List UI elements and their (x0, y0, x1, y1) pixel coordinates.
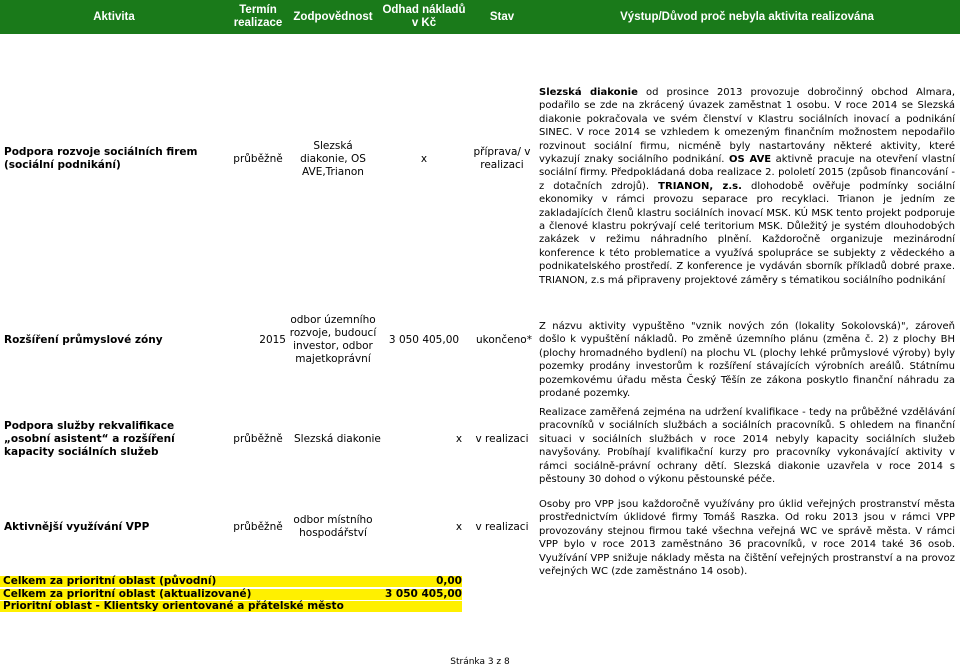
row-naklady: x (455, 432, 463, 445)
bold-text: TRIANON, z.s. (658, 180, 742, 192)
col-vystup: Výstup/Důvod proč nebyla aktivita realizována (620, 10, 874, 23)
row-zodpovednost: Slezská diakonie, OS AVE,Trianon (300, 139, 366, 178)
table-row (0, 284, 960, 400)
table-header (0, 0, 960, 34)
row-stav: v realizaci (475, 520, 529, 533)
row-aktivita: Podpora rozvoje sociálních firem (sociální podnikání) (4, 146, 198, 171)
text-run: aktivně pracuje na otevření vlastní sociální firmy. Předpokládaná doba realizace 2. pololetí 2015 (způsob financování - z dotačních zdrojů). (539, 154, 955, 192)
page-footer: Stránka 3 z 8 (450, 657, 510, 667)
row-termin: průběžně (233, 152, 283, 165)
text-run: od prosince 2013 provozuje dobročinný obchod Almara, podařilo se zde na zkrácený úvazek zaměstnat 1 osobu. V roce 2014 se Slezská diakonie pokračovala ve svém členství v Klastru sociálních inovací a podnikání SINEC. V roce 2014 se vzhledem k omezeným finančním možnostem nepodařilo rozvinout sociální firmu, nicméně byly nastartovány některé aktivity, které vykazují znaky sociálního podnikání. (539, 87, 955, 166)
col-aktivita: Aktivita (93, 10, 135, 23)
row-stav: v realizaci (475, 432, 529, 445)
bold-text: OS AVE (728, 154, 772, 166)
table-row (0, 486, 960, 578)
row-naklady: x (455, 520, 463, 533)
row-vystup (539, 498, 955, 578)
summary-row (0, 576, 462, 587)
text-run: Realizace zaměřená zejména na udržení kvalifikace - tedy na průběžné vzdělávání pracovníků v sociálních službách a sociálních pracovníků. S ohledem na finanční situaci v sociálních službách v roce 2014 nebyly kapacity sociálních služeb navyšovány. Probíhají kvalifikační kurzy pro pracovníky vykonávající aktivity v rámci sociálně-právní ochrany dětí. Slezská diakonie uzavřela v roce 2014 s pěstouny 30 dohod o výkonu pěstounské péče. (539, 407, 955, 486)
summary-row (0, 601, 462, 612)
text-run: Z názvu aktivity vypuštěno "vznik nových zón (lokality Sokolovská)", zároveň došlo k vypuštění nákladů. Po změně územního plánu (změna č. 2) z plochy BH (plochy hromadného bydlení) na plochu VL (plochy lehké průmyslové výroby) byly pozemky prodány investorům k rozšíření stávajících výrobních areálů. Státnímu pozemkovému úřadu města Český Těšín ze zákona poskytlo finanční náhradu za prodané pozemky. (539, 321, 955, 400)
row-naklady: x (420, 152, 428, 165)
table-row (0, 34, 960, 284)
summary-row (0, 589, 462, 600)
row-termin: průběžně (233, 520, 283, 533)
table-row (0, 396, 960, 486)
text-run: dlohodobě ověřuje podmínky sociální ekonomiky v rámci provozu separace pro recyklaci. Trianon je jedním ze zakladajících členů klastru sociálních inovací MSK. KÚ MSK tento projekt podporuje a členové klastru pokrývají celé teritorium MSK. Důležitý je systém dlouhodobých zakázek v režimu náhradního plnění. Každoročně organizuje mezinárodní konference k této problematice a využívá spolupráce se subjekty z vědeckého a podnikatelského prostředí. Z konference je vydáván sborník příkladů dobré praxe. TRIANON, z.s má připraveny projektové záměry s tématikou sociálního podnikání (539, 180, 955, 286)
row-stav: příprava/ v realizaci (473, 146, 531, 171)
summary-label: Celkem za prioritní oblast (aktualizované) (3, 588, 252, 600)
row-vystup (539, 320, 955, 400)
summary-value: 0,00 (436, 575, 462, 587)
row-naklady: 3 050 405,00 (388, 333, 460, 346)
row-zodpovednost: Slezská diakonie (294, 432, 381, 445)
row-termin: průběžně (233, 432, 283, 445)
row-aktivita: Podpora služby rekvalifikace „osobní asistent“ a rozšíření kapacity sociálních služeb (4, 419, 175, 458)
row-vystup (539, 86, 955, 287)
row-aktivita: Aktivnější využívání VPP (4, 520, 150, 533)
col-naklady: Odhad nákladů v Kč (382, 4, 466, 29)
row-zodpovednost: odbor územního rozvoje, budoucí investor, odbor majetkoprávní (289, 314, 377, 365)
row-aktivita: Rozšíření průmyslové zóny (4, 333, 163, 346)
summary-label: Celkem za prioritní oblast (původní) (3, 575, 217, 587)
summary-label: Prioritní oblast - Klientsky orientované a přátelské město (3, 600, 344, 612)
row-stav: ukončeno* (475, 333, 532, 346)
col-zodpovednost: Zodpovědnost (293, 10, 373, 23)
bold-text: Slezská diakonie (539, 87, 638, 98)
text-run: Osoby pro VPP jsou každoročně využívány pro úklid veřejných prostranství města prostřednictvím úklidové firmy Tomáš Raszka. Od roku 2013 jsou v rámci VPP provozovány stejnou firmou také všechna veřejná WC ve správě města. V rámci VPP bylo v roce 2013 zaměstnáno 36 pracovníků, v roce 2014 také 36 osob. Využívání VPP snižuje náklady města na čištění veřejných prostranství a na provoz veřejných WC (zde zaměstnáno 14 osob). (539, 499, 955, 578)
row-zodpovednost: odbor místního hospodářství (293, 514, 373, 539)
summary-value: 3 050 405,00 (384, 588, 462, 600)
col-stav: Stav (489, 10, 515, 23)
row-vystup (539, 406, 955, 486)
col-termin: Termín realizace (233, 4, 283, 29)
row-termin: 2015 (259, 333, 286, 346)
